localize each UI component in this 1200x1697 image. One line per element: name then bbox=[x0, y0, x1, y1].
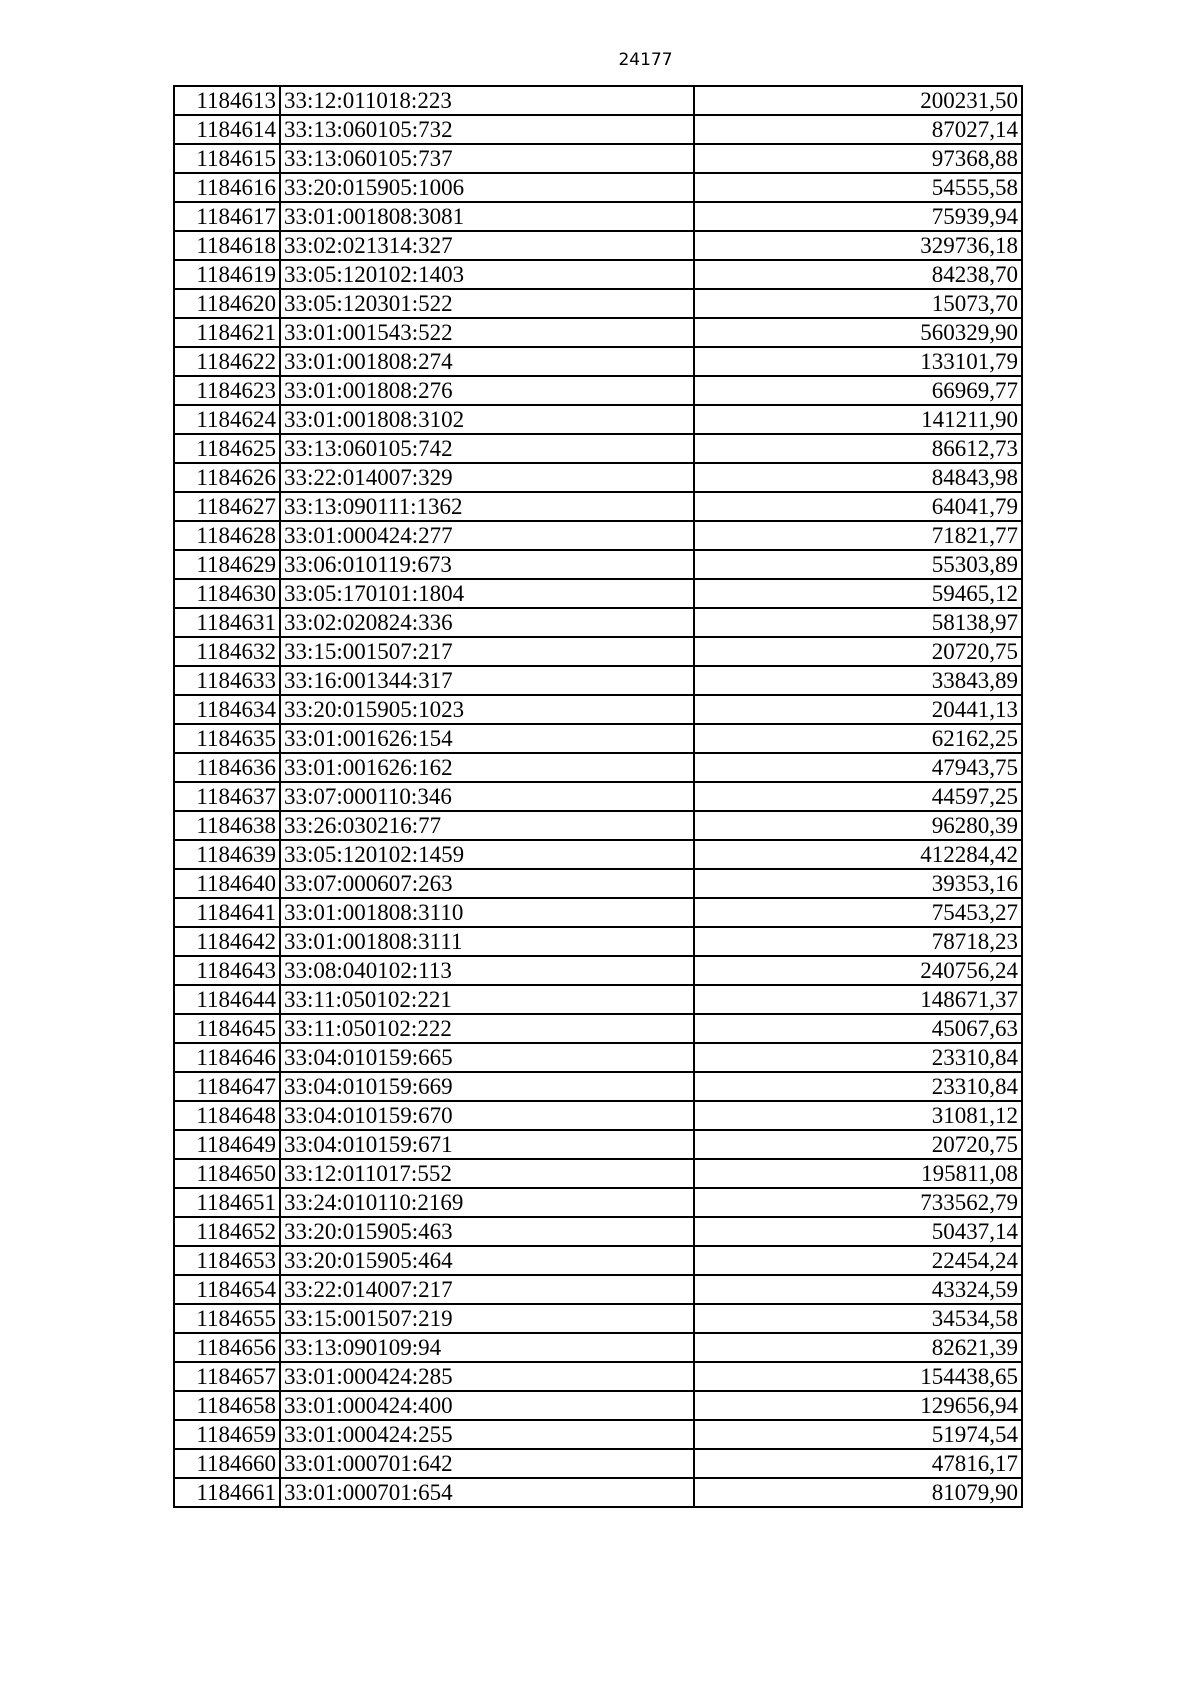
table-row bbox=[174, 1043, 1022, 1072]
cadastral-number-cell: 33:02:020824:336 bbox=[280, 608, 694, 637]
value-cell: 133101,79 bbox=[694, 347, 1022, 376]
row-id-cell: 1184644 bbox=[174, 985, 280, 1014]
cadastral-number-cell: 33:04:010159:671 bbox=[280, 1130, 694, 1159]
value-cell: 560329,90 bbox=[694, 318, 1022, 347]
row-id-cell: 1184653 bbox=[174, 1246, 280, 1275]
table-row bbox=[174, 927, 1022, 956]
value-cell: 23310,84 bbox=[694, 1072, 1022, 1101]
table-row bbox=[174, 1188, 1022, 1217]
value-cell: 240756,24 bbox=[694, 956, 1022, 985]
table-row bbox=[174, 1420, 1022, 1449]
table-row bbox=[174, 1072, 1022, 1101]
row-id-cell: 1184661 bbox=[174, 1478, 280, 1507]
table-row bbox=[174, 434, 1022, 463]
table-row bbox=[174, 318, 1022, 347]
row-id-cell: 1184655 bbox=[174, 1304, 280, 1333]
value-cell: 45067,63 bbox=[694, 1014, 1022, 1043]
row-id-cell: 1184658 bbox=[174, 1391, 280, 1420]
row-id-cell: 1184643 bbox=[174, 956, 280, 985]
value-cell: 20441,13 bbox=[694, 695, 1022, 724]
row-id-cell: 1184645 bbox=[174, 1014, 280, 1043]
cadastral-number-cell: 33:04:010159:670 bbox=[280, 1101, 694, 1130]
table-row bbox=[174, 956, 1022, 985]
value-cell: 31081,12 bbox=[694, 1101, 1022, 1130]
value-cell: 71821,77 bbox=[694, 521, 1022, 550]
cadastral-number-cell: 33:12:011017:552 bbox=[280, 1159, 694, 1188]
table-row bbox=[174, 1333, 1022, 1362]
row-id-cell: 1184639 bbox=[174, 840, 280, 869]
cadastral-number-cell: 33:01:000424:285 bbox=[280, 1362, 694, 1391]
cadastral-number-cell: 33:13:060105:742 bbox=[280, 434, 694, 463]
registry-table bbox=[173, 85, 1023, 1508]
value-cell: 84843,98 bbox=[694, 463, 1022, 492]
table-row bbox=[174, 695, 1022, 724]
value-cell: 97368,88 bbox=[694, 144, 1022, 173]
value-cell: 54555,58 bbox=[694, 173, 1022, 202]
table-row bbox=[174, 1275, 1022, 1304]
value-cell: 129656,94 bbox=[694, 1391, 1022, 1420]
registry-table-body bbox=[174, 86, 1022, 1507]
row-id-cell: 1184634 bbox=[174, 695, 280, 724]
value-cell: 148671,37 bbox=[694, 985, 1022, 1014]
value-cell: 50437,14 bbox=[694, 1217, 1022, 1246]
table-row bbox=[174, 1304, 1022, 1333]
table-row bbox=[174, 1130, 1022, 1159]
cadastral-number-cell: 33:01:001808:3111 bbox=[280, 927, 694, 956]
value-cell: 59465,12 bbox=[694, 579, 1022, 608]
value-cell: 733562,79 bbox=[694, 1188, 1022, 1217]
cadastral-number-cell: 33:01:001808:3102 bbox=[280, 405, 694, 434]
table-row bbox=[174, 1362, 1022, 1391]
table-row bbox=[174, 840, 1022, 869]
table-row bbox=[174, 869, 1022, 898]
cadastral-number-cell: 33:04:010159:669 bbox=[280, 1072, 694, 1101]
table-row bbox=[174, 1101, 1022, 1130]
table-row bbox=[174, 202, 1022, 231]
cadastral-number-cell: 33:11:050102:221 bbox=[280, 985, 694, 1014]
row-id-cell: 1184613 bbox=[174, 86, 280, 115]
cadastral-number-cell: 33:05:170101:1804 bbox=[280, 579, 694, 608]
table-row bbox=[174, 115, 1022, 144]
value-cell: 62162,25 bbox=[694, 724, 1022, 753]
row-id-cell: 1184619 bbox=[174, 260, 280, 289]
row-id-cell: 1184654 bbox=[174, 1275, 280, 1304]
row-id-cell: 1184617 bbox=[174, 202, 280, 231]
value-cell: 84238,70 bbox=[694, 260, 1022, 289]
cadastral-number-cell: 33:07:000110:346 bbox=[280, 782, 694, 811]
row-id-cell: 1184640 bbox=[174, 869, 280, 898]
cadastral-number-cell: 33:07:000607:263 bbox=[280, 869, 694, 898]
table-row bbox=[174, 1391, 1022, 1420]
value-cell: 82621,39 bbox=[694, 1333, 1022, 1362]
cadastral-number-cell: 33:01:001626:162 bbox=[280, 753, 694, 782]
table-row bbox=[174, 666, 1022, 695]
cadastral-number-cell: 33:06:010119:673 bbox=[280, 550, 694, 579]
cadastral-number-cell: 33:01:001543:522 bbox=[280, 318, 694, 347]
row-id-cell: 1184638 bbox=[174, 811, 280, 840]
table-row bbox=[174, 1449, 1022, 1478]
cadastral-number-cell: 33:05:120102:1403 bbox=[280, 260, 694, 289]
row-id-cell: 1184635 bbox=[174, 724, 280, 753]
cadastral-number-cell: 33:13:090109:94 bbox=[280, 1333, 694, 1362]
table-row bbox=[174, 405, 1022, 434]
value-cell: 64041,79 bbox=[694, 492, 1022, 521]
table-row bbox=[174, 608, 1022, 637]
row-id-cell: 1184650 bbox=[174, 1159, 280, 1188]
cadastral-number-cell: 33:11:050102:222 bbox=[280, 1014, 694, 1043]
row-id-cell: 1184648 bbox=[174, 1101, 280, 1130]
cadastral-number-cell: 33:12:011018:223 bbox=[280, 86, 694, 115]
value-cell: 39353,16 bbox=[694, 869, 1022, 898]
table-row bbox=[174, 1217, 1022, 1246]
row-id-cell: 1184625 bbox=[174, 434, 280, 463]
value-cell: 44597,25 bbox=[694, 782, 1022, 811]
table-row bbox=[174, 811, 1022, 840]
cadastral-number-cell: 33:22:014007:329 bbox=[280, 463, 694, 492]
value-cell: 15073,70 bbox=[694, 289, 1022, 318]
row-id-cell: 1184651 bbox=[174, 1188, 280, 1217]
cadastral-number-cell: 33:13:060105:732 bbox=[280, 115, 694, 144]
cadastral-number-cell: 33:01:001808:3110 bbox=[280, 898, 694, 927]
row-id-cell: 1184647 bbox=[174, 1072, 280, 1101]
row-id-cell: 1184614 bbox=[174, 115, 280, 144]
row-id-cell: 1184649 bbox=[174, 1130, 280, 1159]
cadastral-number-cell: 33:05:120301:522 bbox=[280, 289, 694, 318]
cadastral-number-cell: 33:04:010159:665 bbox=[280, 1043, 694, 1072]
table-row bbox=[174, 579, 1022, 608]
cadastral-number-cell: 33:16:001344:317 bbox=[280, 666, 694, 695]
value-cell: 47816,17 bbox=[694, 1449, 1022, 1478]
cadastral-number-cell: 33:08:040102:113 bbox=[280, 956, 694, 985]
cadastral-number-cell: 33:01:001626:154 bbox=[280, 724, 694, 753]
table-row bbox=[174, 173, 1022, 202]
value-cell: 96280,39 bbox=[694, 811, 1022, 840]
table-row bbox=[174, 376, 1022, 405]
table-row bbox=[174, 521, 1022, 550]
cadastral-number-cell: 33:01:000424:277 bbox=[280, 521, 694, 550]
row-id-cell: 1184630 bbox=[174, 579, 280, 608]
cadastral-number-cell: 33:13:090111:1362 bbox=[280, 492, 694, 521]
value-cell: 329736,18 bbox=[694, 231, 1022, 260]
row-id-cell: 1184621 bbox=[174, 318, 280, 347]
table-row bbox=[174, 1014, 1022, 1043]
table-row bbox=[174, 782, 1022, 811]
value-cell: 55303,89 bbox=[694, 550, 1022, 579]
table-row bbox=[174, 144, 1022, 173]
cadastral-number-cell: 33:20:015905:1023 bbox=[280, 695, 694, 724]
value-cell: 412284,42 bbox=[694, 840, 1022, 869]
row-id-cell: 1184659 bbox=[174, 1420, 280, 1449]
value-cell: 87027,14 bbox=[694, 115, 1022, 144]
cadastral-number-cell: 33:20:015905:464 bbox=[280, 1246, 694, 1275]
value-cell: 200231,50 bbox=[694, 86, 1022, 115]
table-row bbox=[174, 86, 1022, 115]
table-row bbox=[174, 1159, 1022, 1188]
row-id-cell: 1184620 bbox=[174, 289, 280, 318]
row-id-cell: 1184646 bbox=[174, 1043, 280, 1072]
table-row bbox=[174, 231, 1022, 260]
value-cell: 43324,59 bbox=[694, 1275, 1022, 1304]
cadastral-number-cell: 33:01:000424:255 bbox=[280, 1420, 694, 1449]
row-id-cell: 1184622 bbox=[174, 347, 280, 376]
row-id-cell: 1184641 bbox=[174, 898, 280, 927]
value-cell: 34534,58 bbox=[694, 1304, 1022, 1333]
table-row bbox=[174, 637, 1022, 666]
cadastral-number-cell: 33:20:015905:463 bbox=[280, 1217, 694, 1246]
table-row bbox=[174, 898, 1022, 927]
row-id-cell: 1184624 bbox=[174, 405, 280, 434]
value-cell: 195811,08 bbox=[694, 1159, 1022, 1188]
row-id-cell: 1184632 bbox=[174, 637, 280, 666]
value-cell: 22454,24 bbox=[694, 1246, 1022, 1275]
value-cell: 81079,90 bbox=[694, 1478, 1022, 1507]
row-id-cell: 1184660 bbox=[174, 1449, 280, 1478]
cadastral-number-cell: 33:05:120102:1459 bbox=[280, 840, 694, 869]
value-cell: 78718,23 bbox=[694, 927, 1022, 956]
value-cell: 75939,94 bbox=[694, 202, 1022, 231]
row-id-cell: 1184629 bbox=[174, 550, 280, 579]
cadastral-number-cell: 33:01:000701:642 bbox=[280, 1449, 694, 1478]
table-row bbox=[174, 260, 1022, 289]
row-id-cell: 1184618 bbox=[174, 231, 280, 260]
value-cell: 51974,54 bbox=[694, 1420, 1022, 1449]
value-cell: 20720,75 bbox=[694, 637, 1022, 666]
cadastral-number-cell: 33:02:021314:327 bbox=[280, 231, 694, 260]
cadastral-number-cell: 33:13:060105:737 bbox=[280, 144, 694, 173]
table-row bbox=[174, 492, 1022, 521]
cadastral-number-cell: 33:01:000424:400 bbox=[280, 1391, 694, 1420]
cadastral-number-cell: 33:24:010110:2169 bbox=[280, 1188, 694, 1217]
table-row bbox=[174, 463, 1022, 492]
table-row bbox=[174, 289, 1022, 318]
table-row bbox=[174, 550, 1022, 579]
cadastral-number-cell: 33:01:001808:274 bbox=[280, 347, 694, 376]
row-id-cell: 1184637 bbox=[174, 782, 280, 811]
row-id-cell: 1184628 bbox=[174, 521, 280, 550]
row-id-cell: 1184631 bbox=[174, 608, 280, 637]
row-id-cell: 1184627 bbox=[174, 492, 280, 521]
cadastral-number-cell: 33:20:015905:1006 bbox=[280, 173, 694, 202]
row-id-cell: 1184657 bbox=[174, 1362, 280, 1391]
table-row bbox=[174, 724, 1022, 753]
cadastral-number-cell: 33:26:030216:77 bbox=[280, 811, 694, 840]
table-row bbox=[174, 1478, 1022, 1507]
table-row bbox=[174, 753, 1022, 782]
value-cell: 154438,65 bbox=[694, 1362, 1022, 1391]
table-row bbox=[174, 1246, 1022, 1275]
row-id-cell: 1184626 bbox=[174, 463, 280, 492]
cadastral-number-cell: 33:01:001808:276 bbox=[280, 376, 694, 405]
value-cell: 75453,27 bbox=[694, 898, 1022, 927]
table-row bbox=[174, 985, 1022, 1014]
row-id-cell: 1184633 bbox=[174, 666, 280, 695]
page-number: 24177 bbox=[618, 50, 673, 70]
cadastral-number-cell: 33:15:001507:219 bbox=[280, 1304, 694, 1333]
value-cell: 33843,89 bbox=[694, 666, 1022, 695]
cadastral-number-cell: 33:01:001808:3081 bbox=[280, 202, 694, 231]
table-row bbox=[174, 347, 1022, 376]
cadastral-number-cell: 33:01:000701:654 bbox=[280, 1478, 694, 1507]
row-id-cell: 1184642 bbox=[174, 927, 280, 956]
row-id-cell: 1184656 bbox=[174, 1333, 280, 1362]
value-cell: 86612,73 bbox=[694, 434, 1022, 463]
value-cell: 23310,84 bbox=[694, 1043, 1022, 1072]
value-cell: 58138,97 bbox=[694, 608, 1022, 637]
value-cell: 47943,75 bbox=[694, 753, 1022, 782]
cadastral-number-cell: 33:22:014007:217 bbox=[280, 1275, 694, 1304]
row-id-cell: 1184636 bbox=[174, 753, 280, 782]
value-cell: 20720,75 bbox=[694, 1130, 1022, 1159]
value-cell: 66969,77 bbox=[694, 376, 1022, 405]
value-cell: 141211,90 bbox=[694, 405, 1022, 434]
row-id-cell: 1184616 bbox=[174, 173, 280, 202]
row-id-cell: 1184652 bbox=[174, 1217, 280, 1246]
cadastral-number-cell: 33:15:001507:217 bbox=[280, 637, 694, 666]
row-id-cell: 1184615 bbox=[174, 144, 280, 173]
row-id-cell: 1184623 bbox=[174, 376, 280, 405]
